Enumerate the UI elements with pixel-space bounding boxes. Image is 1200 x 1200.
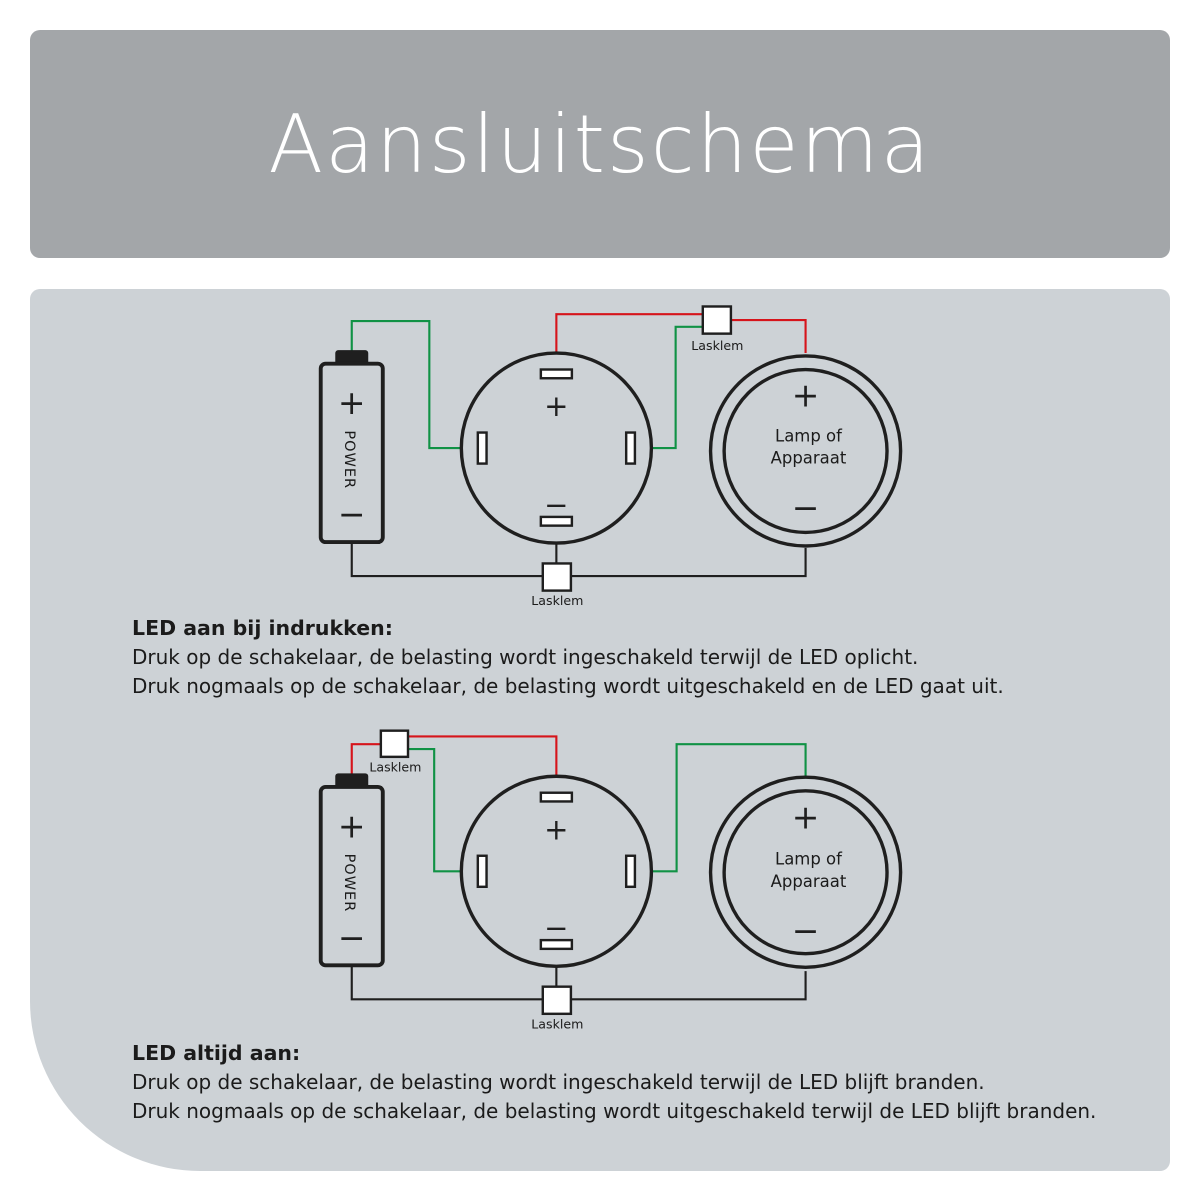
lamp-label-line1: Lamp of: [775, 849, 842, 869]
switch-plus-sign: +: [544, 389, 569, 424]
switch-pin-led-left: [478, 433, 487, 464]
clamp-bottom-box: [543, 987, 571, 1014]
section-heading: LED aan bij indrukken:: [132, 616, 393, 640]
lamp-minus-sign: −: [791, 487, 820, 527]
switch-pin-plus: [541, 370, 572, 379]
switch-minus-sign: −: [544, 911, 569, 946]
clamp-top-box: [381, 731, 408, 757]
section-heading: LED altijd aan:: [132, 1041, 301, 1065]
clamp-bottom: [531, 987, 583, 1032]
clamp-top-label: Lasklem: [369, 759, 422, 775]
battery: [321, 773, 383, 965]
title-banner: [30, 30, 1170, 258]
switch-pin-led-right: [626, 433, 635, 464]
battery-minus-sign: −: [337, 494, 366, 534]
push-switch: [461, 353, 651, 543]
clamp-bottom-box: [543, 563, 571, 590]
clamp-top-label: Lasklem: [691, 338, 744, 354]
battery-power-label: POWER: [340, 430, 357, 490]
page-title: Aansluitschema: [268, 97, 932, 191]
battery-minus-sign: −: [337, 917, 366, 957]
lamp: [711, 777, 901, 967]
battery-plus-sign: +: [337, 383, 366, 423]
description-led-always-on: [132, 1039, 1142, 1126]
description-led-on-press: [132, 614, 1142, 701]
lamp: [711, 356, 901, 546]
lamp-minus-sign: −: [791, 911, 820, 951]
wiring-diagram-led-on-press: [0, 290, 1200, 610]
battery-power-label: POWER: [340, 853, 357, 913]
section-line-1: Druk op de schakelaar, de belasting wordt ingeschakeld terwijl de LED blijft branden.: [132, 1070, 985, 1094]
switch-minus-sign: −: [544, 487, 569, 522]
clamp-bottom-label: Lasklem: [531, 593, 584, 609]
clamp-bottom-label: Lasklem: [531, 1016, 584, 1032]
lamp-label-line2: Apparaat: [770, 871, 847, 891]
switch-plus-sign: +: [544, 812, 569, 847]
push-switch: [461, 776, 651, 966]
switch-pin-plus: [541, 793, 572, 802]
lamp-label-line1: Lamp of: [775, 426, 842, 446]
section-line-2: Druk nogmaals op de schakelaar, de belasting wordt uitgeschakeld en de LED gaat uit.: [132, 674, 1004, 698]
battery: [321, 350, 383, 542]
section-line-2: Druk nogmaals op de schakelaar, de belasting wordt uitgeschakeld terwijl de LED blijft branden.: [132, 1099, 1097, 1123]
lamp-label-line2: Apparaat: [770, 448, 847, 468]
lamp-plus-sign: +: [791, 375, 820, 415]
battery-plus-sign: +: [337, 806, 366, 846]
lamp-plus-sign: +: [791, 797, 820, 837]
wiring-diagram-led-always-on: [0, 720, 1200, 1040]
switch-pin-led-right: [626, 856, 635, 887]
section-line-1: Druk op de schakelaar, de belasting wordt ingeschakeld terwijl de LED oplicht.: [132, 645, 919, 669]
clamp-bottom: [531, 563, 583, 608]
clamp-top-box: [703, 306, 731, 333]
switch-pin-led-left: [478, 856, 487, 887]
